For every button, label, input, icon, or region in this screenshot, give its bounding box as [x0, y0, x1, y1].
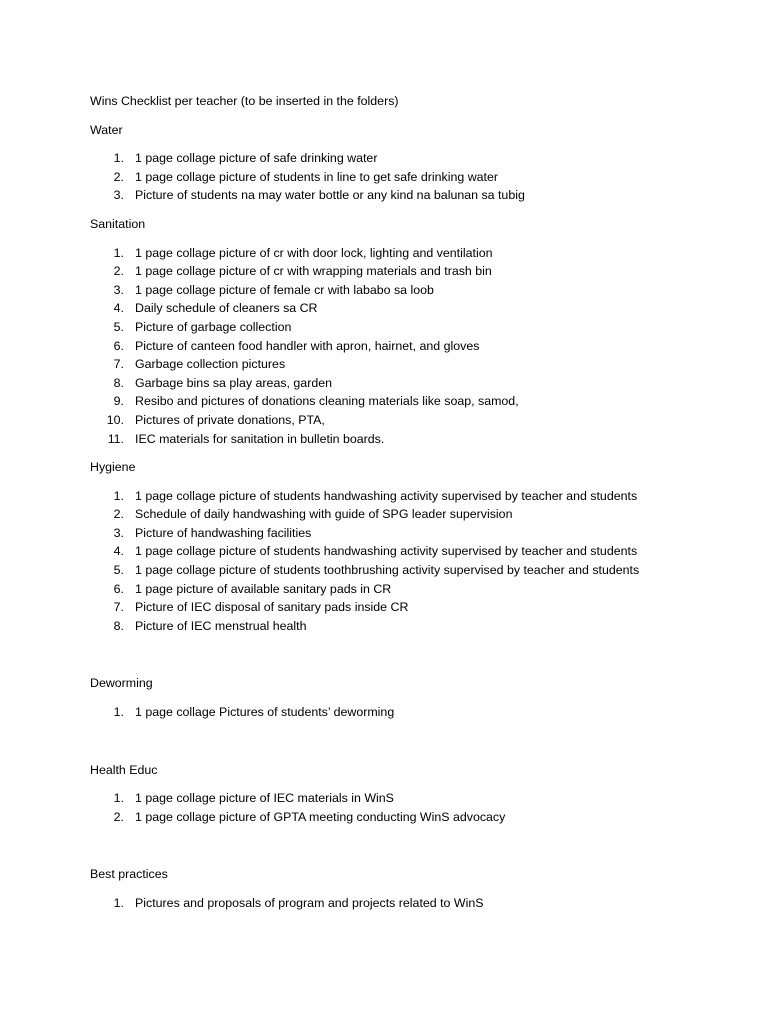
- list-item: [90, 542, 710, 561]
- section-heading-health-educ: Health Educ: [90, 762, 158, 777]
- section-heading-best-practices: Best practices: [90, 867, 168, 882]
- list-item-text: Picture of canteen food handler with apron, hairnet, and gloves: [135, 338, 480, 353]
- list-item: [90, 580, 710, 599]
- list-item-text: 1 page picture of available sanitary pads in CR: [135, 581, 392, 596]
- list-item: [90, 244, 710, 263]
- list-item-text: 1 page collage picture of female cr with lababo sa loob: [135, 282, 434, 297]
- list-item-text: Pictures of private donations, PTA,: [135, 412, 325, 427]
- list-item-text: IEC materials for sanitation in bulletin boards.: [135, 431, 385, 446]
- list-item-number: 9.: [113, 394, 124, 409]
- list-item-number: 1.: [113, 896, 124, 910]
- list-item-number: 2.: [113, 507, 124, 522]
- list-item-number: 3.: [113, 525, 124, 540]
- list-item-text: 1 page collage Pictures of students’ deworming: [135, 705, 395, 720]
- list-item-number: 8.: [113, 618, 124, 633]
- list-item-number: 1.: [113, 245, 124, 260]
- section-spacer: [90, 645, 710, 674]
- list-item-number: 3.: [113, 282, 124, 297]
- list-item: [90, 617, 710, 636]
- list-item: [90, 168, 710, 187]
- list-item-text: Picture of students na may water bottle or any kind na balunan sa tubig: [135, 188, 525, 203]
- list-item: [90, 561, 710, 580]
- list-item: [90, 318, 710, 337]
- list-item-number: 2.: [113, 169, 124, 184]
- section-spacer: [90, 732, 710, 761]
- list-item-text: Daily schedule of cleaners sa CR: [135, 301, 318, 316]
- list-item-text: Garbage bins sa play areas, garden: [135, 375, 332, 390]
- section-list: [90, 149, 710, 205]
- list-item-text: 1 page collage picture of cr with door lock, lighting and ventilation: [135, 245, 493, 260]
- list-item: [90, 703, 710, 722]
- list-item-text: 1 page collage picture of students handwashing activity supervised by teacher and students: [135, 544, 638, 559]
- list-item-text: Picture of garbage collection: [135, 319, 292, 334]
- list-item-text: 1 page collage picture of IEC materials in WinS: [135, 791, 394, 806]
- document-title: Wins Checklist per teacher (to be inserted in the folders): [90, 94, 399, 108]
- list-item: [90, 808, 710, 827]
- list-item: [90, 505, 710, 524]
- list-item-text: Picture of IEC disposal of sanitary pads inside CR: [135, 600, 409, 615]
- list-item-number: 2.: [113, 809, 124, 824]
- list-item: [90, 299, 710, 318]
- list-item-number: 4.: [113, 301, 124, 316]
- section-heading-hygiene: Hygiene: [90, 460, 136, 475]
- checklist-sections: [90, 121, 710, 913]
- list-item-text: 1 page collage picture of safe drinking water: [135, 151, 378, 166]
- list-item-number: 5.: [113, 319, 124, 334]
- list-item-text: Picture of IEC menstrual health: [135, 618, 307, 633]
- list-item-text: 1 page collage picture of GPTA meeting conducting WinS advocacy: [135, 809, 506, 824]
- list-item-number: 2.: [113, 264, 124, 279]
- section-heading-sanitation: Sanitation: [90, 216, 146, 231]
- list-item: [90, 524, 710, 543]
- list-item-text: Garbage collection pictures: [135, 357, 286, 372]
- list-item-number: 1.: [113, 705, 124, 720]
- list-item: [90, 149, 710, 168]
- list-item: [90, 411, 710, 430]
- list-item-text: Schedule of daily handwashing with guide of SPG leader supervision: [135, 507, 513, 522]
- list-item-text: 1 page collage picture of students in line to get safe drinking water: [135, 169, 498, 184]
- list-item-number: 1.: [113, 488, 124, 503]
- list-item-number: 1.: [113, 791, 124, 806]
- list-item-number: 6.: [113, 581, 124, 596]
- list-item-number: 4.: [113, 544, 124, 559]
- list-item-number: 8.: [113, 375, 124, 390]
- section-list: [90, 703, 710, 722]
- list-item: [90, 598, 710, 617]
- list-item-text: Pictures and proposals of program and projects related to WinS: [135, 896, 484, 910]
- list-item-number: 6.: [113, 338, 124, 353]
- list-item-number: 1.: [113, 151, 124, 166]
- list-item-number: 3.: [113, 188, 124, 203]
- list-item: [90, 392, 710, 411]
- list-item: [90, 355, 710, 374]
- list-item-text: 1 page collage picture of students toothbrushing activity supervised by teacher and students: [135, 563, 640, 578]
- section-heading-deworming: Deworming: [90, 676, 153, 691]
- list-item: [90, 374, 710, 393]
- list-item: [90, 337, 710, 356]
- list-item-text: Picture of handwashing facilities: [135, 525, 312, 540]
- section-list: [90, 894, 710, 913]
- list-item-text: 1 page collage picture of cr with wrapping materials and trash bin: [135, 264, 492, 279]
- list-item: [90, 430, 710, 449]
- list-item: [90, 894, 710, 913]
- section-spacer: [90, 836, 710, 865]
- list-item: [90, 186, 710, 205]
- list-item-number: 7.: [113, 357, 124, 372]
- list-item: [90, 262, 710, 281]
- list-item-text: Resibo and pictures of donations cleaning materials like soap, samod,: [135, 394, 519, 409]
- list-item: [90, 281, 710, 300]
- list-item-number: 7.: [113, 600, 124, 615]
- section-list: [90, 789, 710, 826]
- list-item-text: 1 page collage picture of students handwashing activity supervised by teacher and students: [135, 488, 638, 503]
- list-item-number: 5.: [113, 563, 124, 578]
- section-list: [90, 244, 710, 449]
- document-page: [90, 92, 710, 923]
- list-item-number: 10.: [106, 412, 124, 427]
- section-heading-water: Water: [90, 122, 123, 137]
- list-item-number: 11.: [107, 431, 124, 446]
- list-item: [90, 487, 710, 506]
- section-list: [90, 487, 710, 636]
- list-item: [90, 789, 710, 808]
